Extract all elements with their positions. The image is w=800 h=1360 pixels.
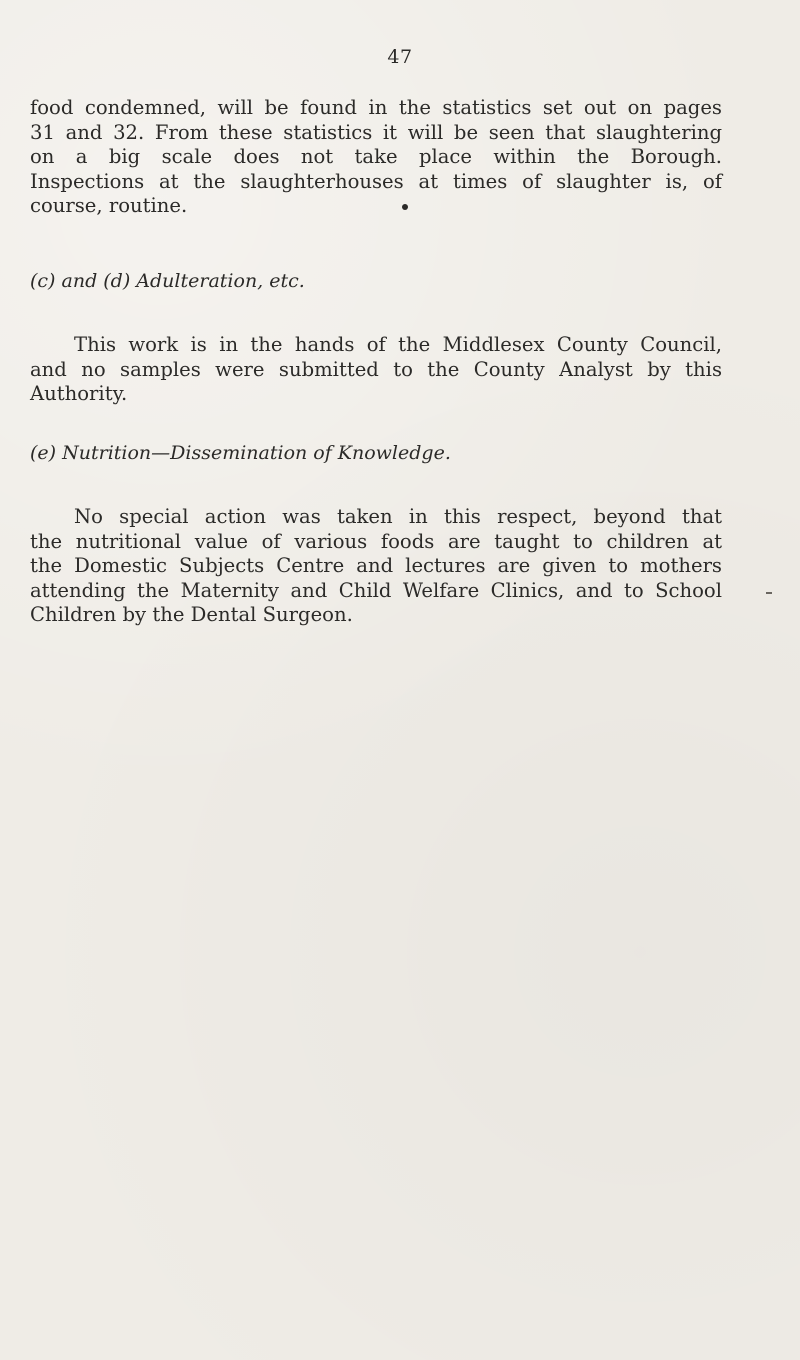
ink-dot: [402, 204, 408, 210]
paragraph-line: This work is in the hands of the Middlesex County Council,: [74, 333, 722, 356]
paragraph-line: course, routine.: [30, 194, 188, 217]
paragraph-nutrition-action: [30, 505, 722, 628]
paragraph-line: on a big scale does not take place within the Borough.: [30, 145, 722, 168]
paragraph-line: Inspections at the slaughterhouses at times of slaughter is, of: [30, 169, 722, 193]
section-heading-nutrition: (e) Nutrition—Dissemination of Knowledge.: [30, 442, 451, 464]
paragraph-middlesex-council: [30, 333, 722, 407]
page-number: 47: [387, 46, 413, 68]
paragraph-line: the nutritional value of various foods are taught to children at: [30, 529, 722, 553]
paragraph-line: No special action was taken in this respect, beyond that: [74, 505, 722, 528]
paragraph-line: attending the Maternity and Child Welfare Clinics, and to School: [30, 578, 722, 602]
section-heading-adulteration: (c) and (d) Adulteration, etc.: [30, 270, 305, 292]
paragraph-line: the Domestic Subjects Centre and lectures are given to mothers: [30, 554, 722, 577]
paragraph-line: and no samples were submitted to the County Analyst by this: [30, 357, 722, 381]
stray-mark: [766, 592, 772, 594]
paragraph-line: Children by the Dental Surgeon.: [30, 603, 353, 626]
paragraph-line: Authority.: [30, 382, 128, 405]
paragraph-food-condemned: [30, 96, 722, 219]
paragraph-line: 31 and 32. From these statistics it will be seen that slaughtering: [30, 120, 722, 144]
paragraph-line: food condemned, will be found in the statistics set out on pages: [30, 96, 722, 119]
